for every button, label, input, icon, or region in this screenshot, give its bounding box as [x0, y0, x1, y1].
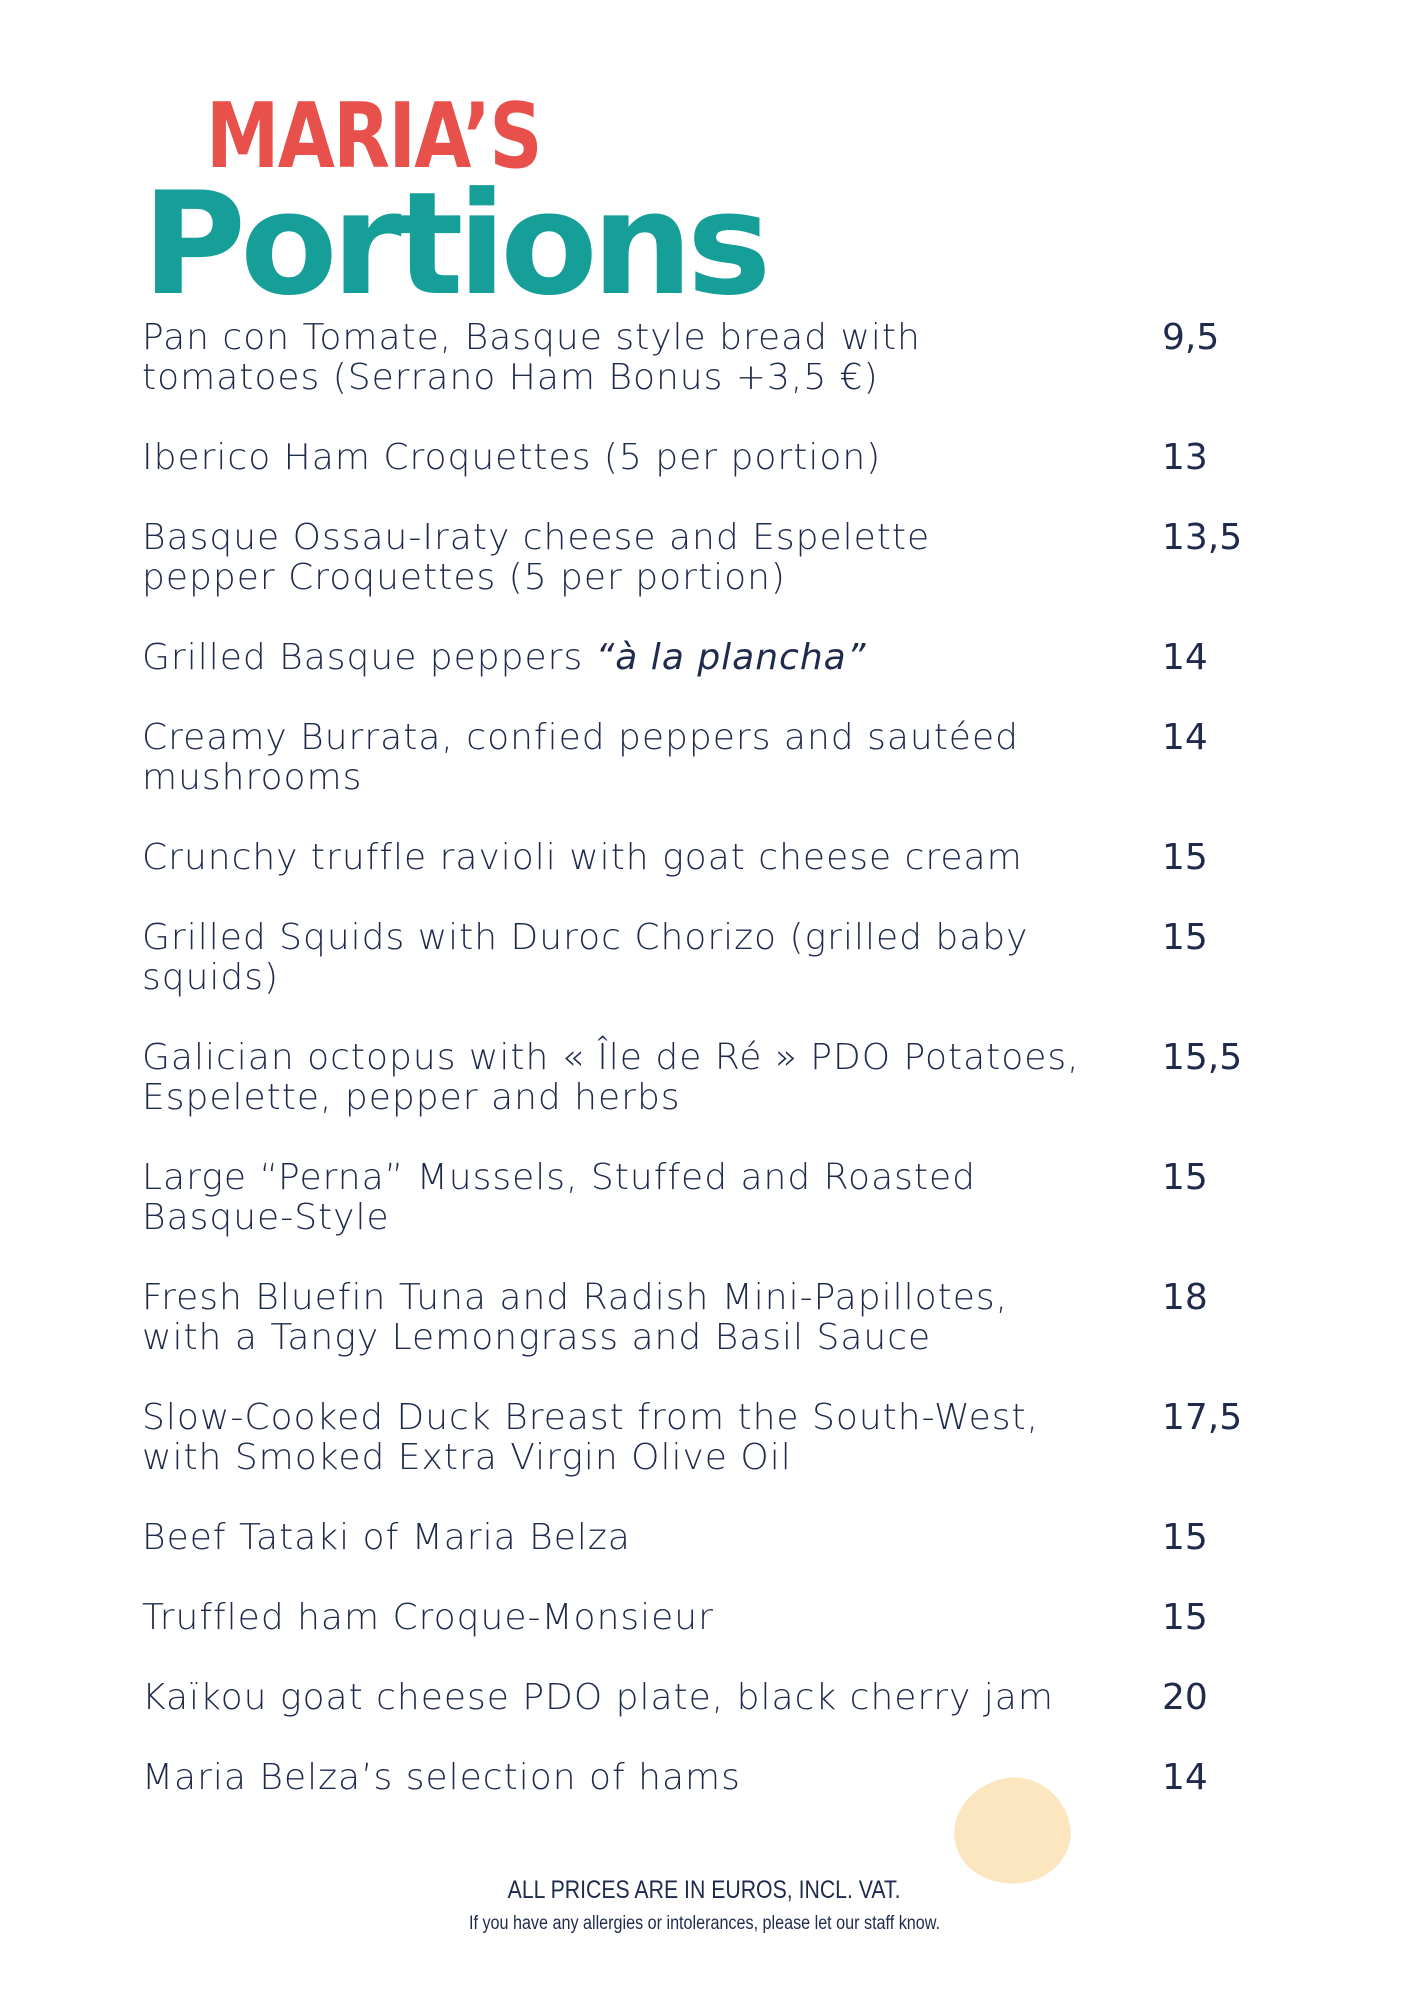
menu-item	[142, 318, 1252, 398]
item-name: Truffled ham Croque-Monsieur	[142, 1597, 714, 1638]
menu-item	[142, 1758, 1252, 1798]
footer	[0, 1876, 1409, 1935]
item-name: Creamy Burrata, confied peppers and sautéed mushrooms	[142, 717, 1019, 798]
allergy-notice: If you have any allergies or intolerances, please let our staff know.	[468, 1913, 941, 1934]
item-price: 13,5	[1162, 517, 1243, 558]
item-name: Galician octopus with « Île de Ré » PDO Potatoes, Espelette, pepper and herbs	[142, 1037, 1080, 1118]
item-name: Slow-Cooked Duck Breast from the South-West, with Smoked Extra Virgin Olive Oil	[142, 1397, 1040, 1478]
item-price: 15	[1162, 1157, 1208, 1198]
item-price: 15	[1162, 1597, 1208, 1638]
item-price: 15	[1162, 837, 1208, 878]
item-price: 20	[1162, 1677, 1208, 1718]
item-price: 14	[1162, 1757, 1208, 1798]
item-price: 18	[1162, 1277, 1208, 1318]
item-price: 15,5	[1162, 1037, 1243, 1078]
menu-item	[142, 1038, 1252, 1118]
item-price: 14	[1162, 637, 1208, 678]
brand-logo	[142, 84, 766, 327]
menu-item	[142, 718, 1252, 798]
item-price: 9,5	[1162, 317, 1220, 358]
menu-item	[142, 838, 1252, 878]
menu-item	[142, 1518, 1252, 1558]
menu-item	[142, 1278, 1252, 1358]
item-name-italic: “à la plancha”	[595, 637, 867, 678]
item-name: Pan con Tomate, Basque style bread with tomatoes (Serrano Ham Bonus +3,5 €)	[142, 317, 921, 398]
menu-item	[142, 1398, 1252, 1478]
item-name: Fresh Bluefin Tuna and Radish Mini-Papillotes, with a Tangy Lemongrass and Basil Sauce	[142, 1277, 1009, 1358]
item-name: Kaïkou goat cheese PDO plate, black cherry jam	[142, 1677, 1054, 1718]
menu-item	[142, 1158, 1252, 1238]
item-price: 15	[1162, 917, 1208, 958]
brand-name: MARIA’S	[206, 84, 541, 189]
menu-item	[142, 918, 1252, 998]
item-name: Crunchy truffle ravioli with goat cheese cream	[142, 837, 1023, 878]
menu-item	[142, 518, 1252, 598]
menu-item	[142, 438, 1252, 478]
item-price: 15	[1162, 1517, 1208, 1558]
item-name: Basque Ossau-Iraty cheese and Espelette pepper Croquettes (5 per portion)	[142, 517, 931, 598]
item-price: 17,5	[1162, 1397, 1243, 1438]
page-title: Portions	[142, 162, 766, 327]
item-name: Maria Belza’s selection of hams	[142, 1757, 741, 1798]
item-price: 13	[1162, 437, 1208, 478]
item-name: Large “Perna” Mussels, Stuffed and Roasted Basque-Style	[142, 1157, 977, 1238]
menu-item	[142, 1678, 1252, 1718]
item-name-text: Grilled Basque peppers	[142, 637, 596, 678]
menu-item	[142, 638, 1252, 678]
item-name: Beef Tataki of Maria Belza	[142, 1517, 631, 1558]
menu-list	[142, 318, 1252, 1838]
menu-item	[142, 1598, 1252, 1638]
prices-notice: ALL PRICES ARE IN EUROS, INCL. VAT.	[508, 1876, 901, 1904]
item-name: Iberico Ham Croquettes (5 per portion)	[142, 437, 882, 478]
item-name	[142, 638, 1162, 678]
item-price: 14	[1162, 717, 1208, 758]
item-name: Grilled Squids with Duroc Chorizo (grilled baby squids)	[142, 917, 1029, 998]
